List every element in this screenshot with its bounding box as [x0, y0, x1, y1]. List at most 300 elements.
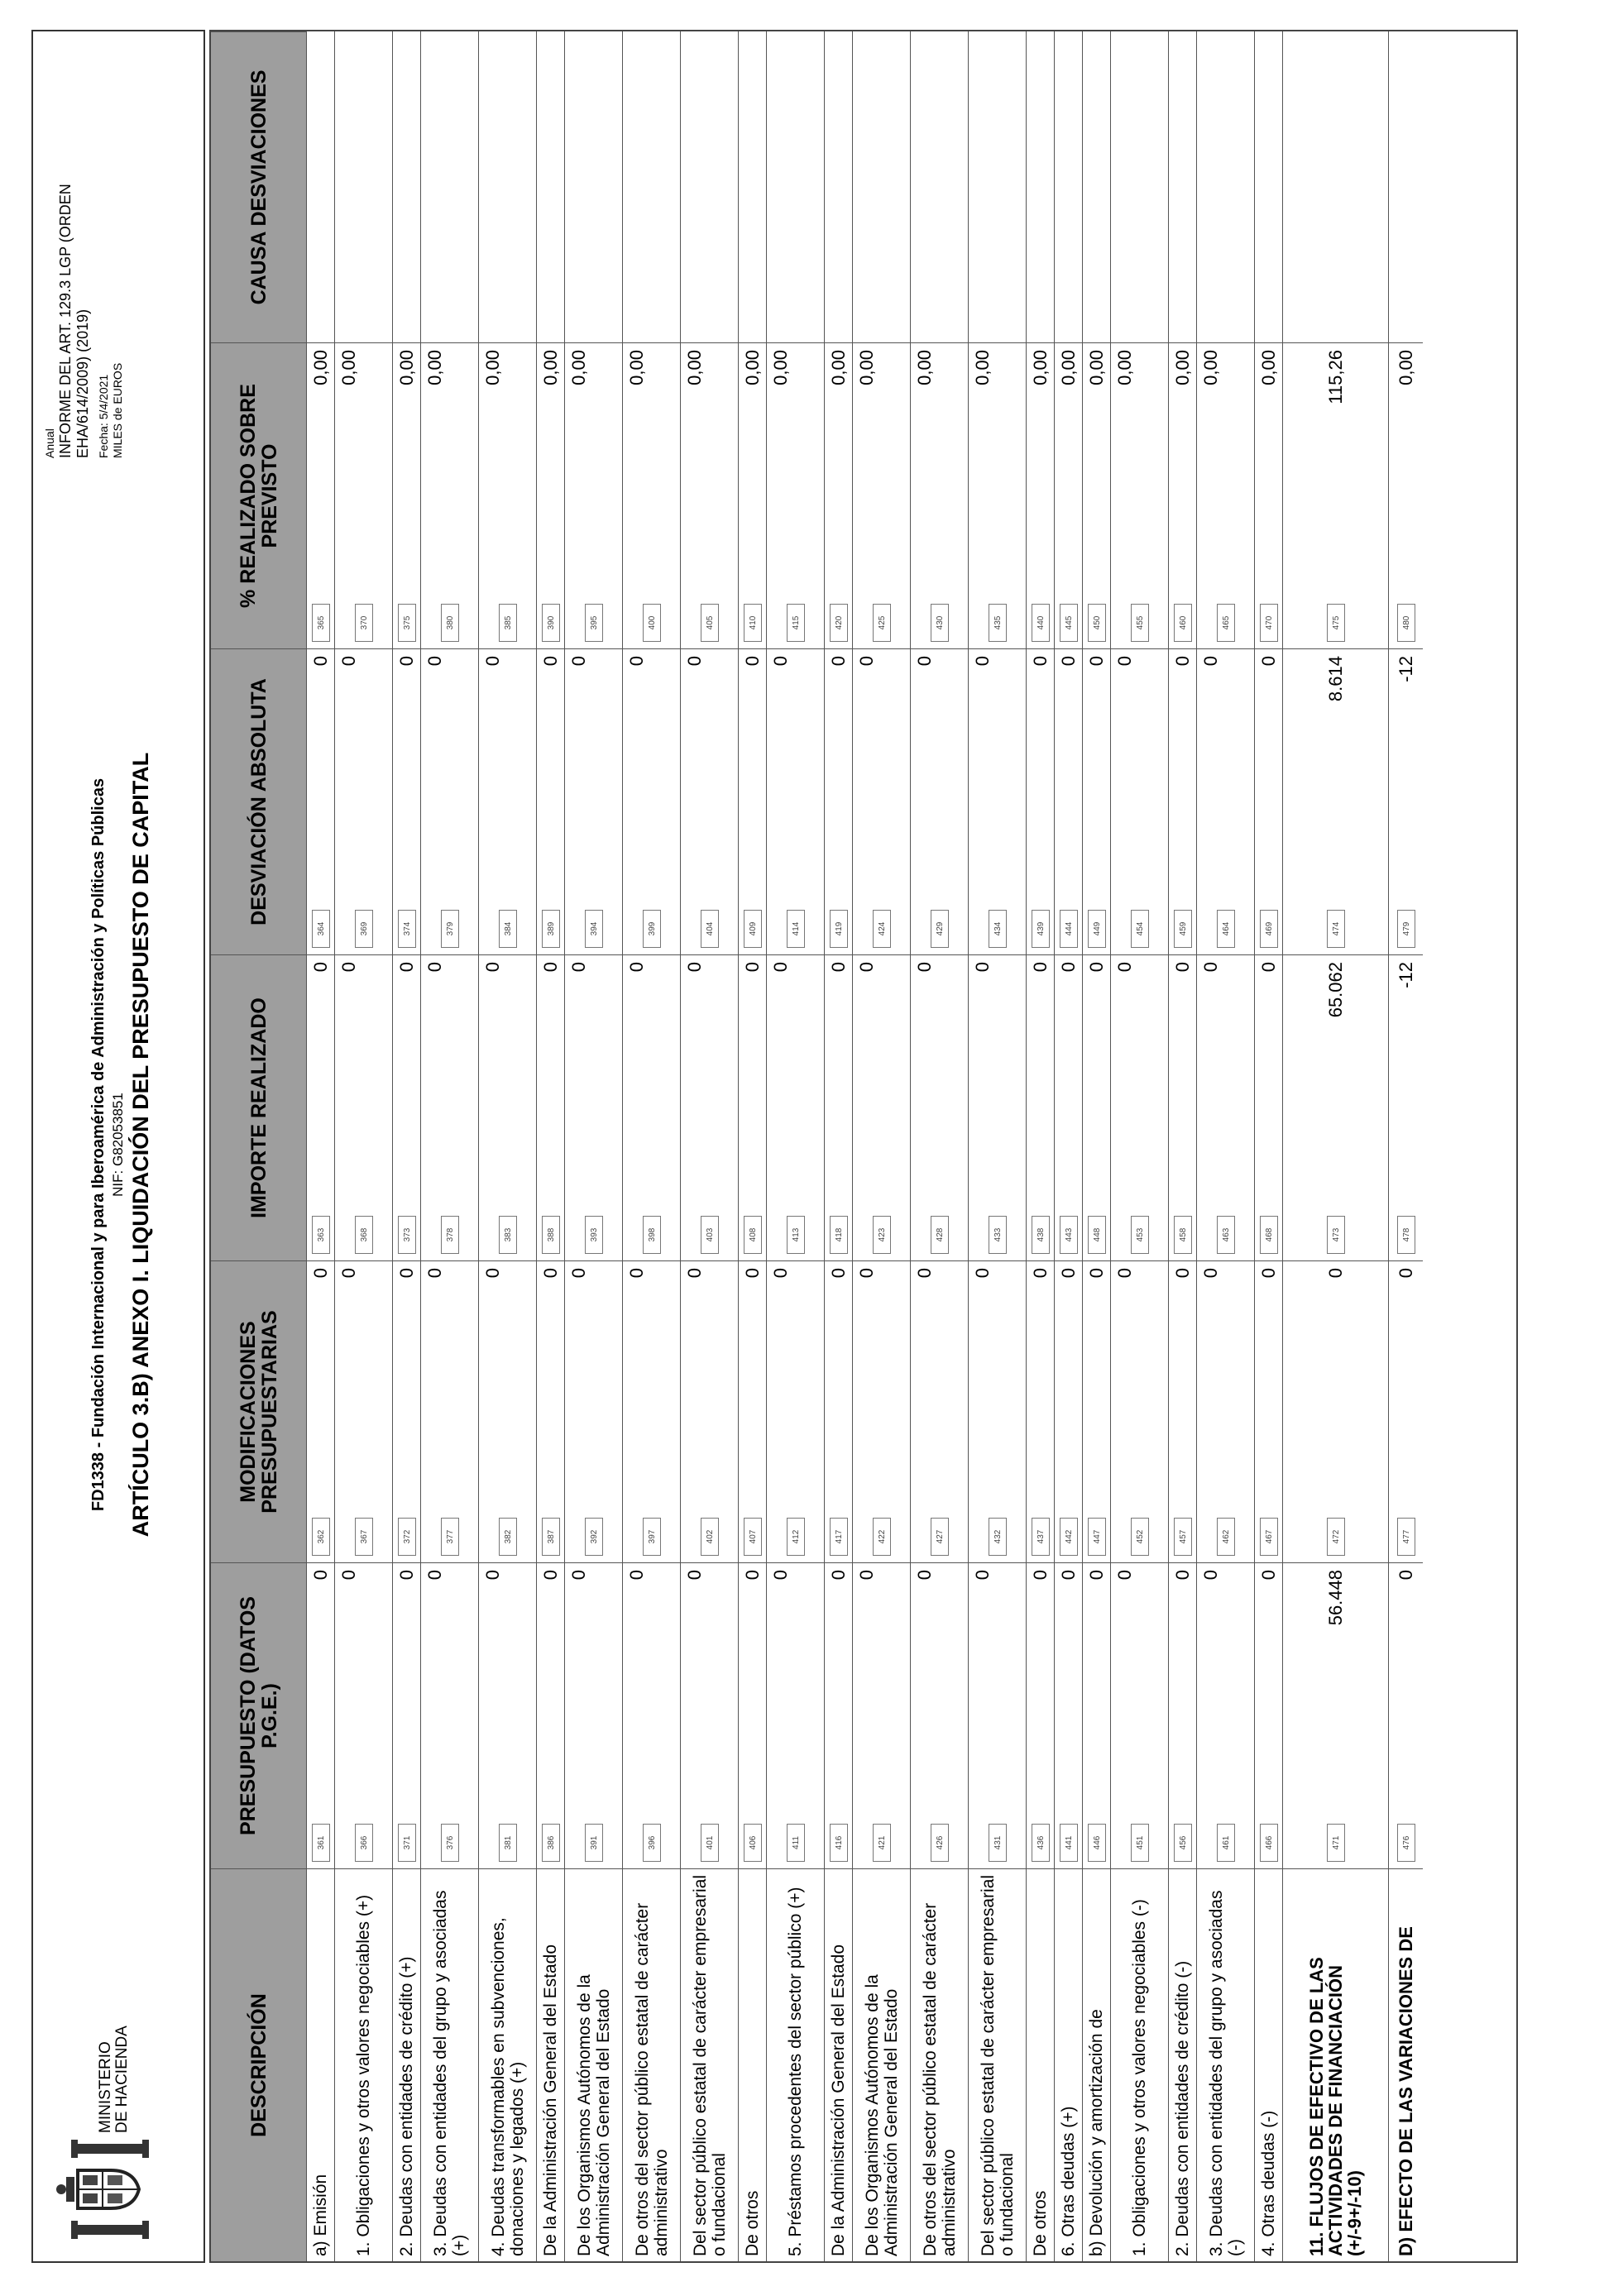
cell-value: 0 [972, 1268, 993, 1279]
value-cell [393, 1260, 420, 1562]
field-code-box: 463 [1217, 1216, 1235, 1254]
value-cell [1283, 648, 1388, 954]
cell-value: 0 [1325, 1268, 1346, 1279]
cell-value: 0 [1396, 1570, 1416, 1581]
header-realized: IMPORTE REALIZADO [211, 954, 306, 1260]
value-cell [393, 954, 420, 1260]
field-code-box: 433 [989, 1216, 1007, 1254]
field-code-box: 448 [1088, 1216, 1106, 1254]
cell-value: 0 [626, 962, 647, 973]
value-cell [911, 648, 968, 954]
cell-value: 0 [540, 1570, 561, 1581]
ministry-line-2: DE HACIENDA [113, 2026, 131, 2133]
value-cell [479, 1260, 536, 1562]
cause-cell [393, 31, 420, 342]
cause-cell [1255, 31, 1282, 342]
value-cell [1055, 1562, 1082, 1868]
field-code-box: 389 [542, 910, 560, 948]
cause-cell [421, 31, 478, 342]
value-cell [1083, 342, 1110, 648]
field-code-box: 452 [1131, 1518, 1149, 1556]
cell-value: 0,00 [684, 350, 705, 385]
value-cell [1197, 954, 1254, 1260]
field-code-box: 455 [1131, 604, 1149, 642]
field-code-box: 445 [1060, 604, 1078, 642]
cause-cell [1111, 31, 1168, 342]
value-cell [767, 1562, 824, 1868]
field-code-box: 437 [1032, 1518, 1050, 1556]
value-cell [969, 954, 1026, 1260]
cell-value: 0 [1030, 1570, 1051, 1581]
field-code-box: 453 [1131, 1216, 1149, 1254]
row-description: b) Devolución y amortización de [1083, 1868, 1110, 2261]
value-cell [825, 1562, 852, 1868]
cell-value: 0 [972, 1570, 993, 1581]
value-cell [1283, 342, 1388, 648]
field-code-box: 381 [499, 1824, 517, 1862]
value-cell [969, 1260, 1026, 1562]
cell-value: 0 [1200, 656, 1221, 667]
field-code-box: 404 [701, 910, 719, 948]
value-cell [335, 1562, 392, 1868]
value-cell [307, 1562, 334, 1868]
table-row [738, 31, 766, 2261]
cell-value: 0 [310, 962, 331, 973]
report-line-2: EHA/614/2009) (2019) [74, 309, 91, 458]
table-row [1026, 31, 1054, 2261]
cause-cell [969, 31, 1026, 342]
field-code-box: 442 [1060, 1518, 1078, 1556]
field-code-box: 457 [1174, 1518, 1192, 1556]
value-cell [565, 954, 622, 1260]
value-cell [537, 1260, 564, 1562]
value-cell [1083, 1562, 1110, 1868]
row-description: De la Administración General del Estado [537, 1868, 564, 2261]
field-code-box: 415 [787, 604, 805, 642]
value-cell [1255, 648, 1282, 954]
cell-value: 0 [1114, 962, 1135, 973]
cause-cell [335, 31, 392, 342]
value-cell [1055, 1260, 1082, 1562]
value-cell [1055, 648, 1082, 954]
cell-value: 115,26 [1325, 350, 1346, 404]
cell-value: 0 [1200, 1268, 1221, 1279]
cell-value: -12 [1396, 656, 1416, 682]
cell-value: 0 [1258, 1268, 1279, 1279]
value-cell [335, 1260, 392, 1562]
value-cell [1283, 1260, 1388, 1562]
value-cell [911, 342, 968, 648]
header-cause: CAUSA DESVIACIONES [211, 31, 306, 342]
table-row [478, 31, 536, 2261]
cell-value: 0 [396, 1570, 417, 1581]
field-code-box: 417 [830, 1518, 848, 1556]
field-code-box: 450 [1088, 604, 1106, 642]
field-code-box: 365 [312, 604, 330, 642]
capital-budget-table [209, 30, 1518, 2263]
field-code-box: 361 [312, 1824, 330, 1862]
row-description: 11. FLUJOS DE EFECTIVO DE LAS ACTIVIDADES DE FINANCIACIÓN (+/-9+/-10) [1283, 1868, 1388, 2261]
cell-value: 0 [396, 656, 417, 667]
field-code-box: 372 [398, 1518, 416, 1556]
field-code-box: 402 [701, 1518, 719, 1556]
field-code-box: 376 [441, 1824, 459, 1862]
value-cell [825, 954, 852, 1260]
cell-value: 0 [742, 656, 763, 667]
field-code-box: 476 [1397, 1824, 1415, 1862]
field-code-box: 449 [1088, 910, 1106, 948]
table-row [910, 31, 968, 2261]
value-cell [1111, 1260, 1168, 1562]
value-cell [537, 342, 564, 648]
period-label: Anual [43, 428, 56, 458]
table-row [420, 31, 478, 2261]
cell-value: 0 [1114, 656, 1135, 667]
cell-value: 0 [338, 656, 359, 667]
field-code-box: 398 [643, 1216, 661, 1254]
table-row [1168, 31, 1196, 2261]
field-code-box: 408 [744, 1216, 762, 1254]
cell-value: 0,00 [1396, 350, 1416, 385]
cell-value: 0 [1396, 1268, 1416, 1279]
field-code-box: 363 [312, 1216, 330, 1254]
cell-value: 0 [482, 962, 503, 973]
cell-value: 0 [914, 656, 935, 667]
cell-value: 0,00 [338, 350, 359, 385]
row-description: De los Organismos Autónomos de la Administración General del Estado [853, 1868, 910, 2261]
nif-label: NIF: G82053851 [110, 1093, 126, 1197]
value-cell [681, 954, 738, 1260]
value-cell [1389, 342, 1423, 648]
value-cell [1055, 954, 1082, 1260]
value-cell [1169, 648, 1196, 954]
field-code-box: 479 [1397, 910, 1415, 948]
value-cell [911, 1562, 968, 1868]
value-cell [767, 954, 824, 1260]
field-code-box: 419 [830, 910, 848, 948]
field-code-box: 393 [585, 1216, 603, 1254]
field-code-box: 386 [542, 1824, 560, 1862]
value-cell [739, 1260, 766, 1562]
cell-value: 0 [1030, 1268, 1051, 1279]
cell-value: 0 [684, 656, 705, 667]
table-row [766, 31, 824, 2261]
document-header [31, 30, 205, 2263]
value-cell [1027, 1562, 1054, 1868]
cell-value: 0 [568, 656, 589, 667]
field-code-box: 475 [1327, 604, 1345, 642]
cell-value: 0 [338, 962, 359, 973]
cell-value: 65.062 [1325, 962, 1346, 1018]
header-percent: % REALIZADO SOBRE PREVISTO [211, 342, 306, 648]
cell-value: 0 [396, 1268, 417, 1279]
field-code-box: 362 [312, 1518, 330, 1556]
value-cell [1111, 954, 1168, 1260]
cell-value: 0,00 [310, 350, 331, 385]
cell-value: 0,00 [1114, 350, 1135, 385]
value-cell [853, 1260, 910, 1562]
cell-value: 0 [1086, 1570, 1107, 1581]
value-cell [1111, 648, 1168, 954]
cell-value: 0 [1258, 1570, 1279, 1581]
field-code-box: 369 [355, 910, 373, 948]
cell-value: 0 [540, 656, 561, 667]
value-cell [911, 954, 968, 1260]
cell-value: 0,00 [568, 350, 589, 385]
table-row [1054, 31, 1082, 2261]
value-cell [1283, 954, 1388, 1260]
cause-cell [1389, 31, 1423, 342]
field-code-box: 366 [355, 1824, 373, 1862]
field-code-box: 375 [398, 604, 416, 642]
value-cell [421, 1260, 478, 1562]
row-description: 2. Deudas con entidades de crédito (-) [1169, 1868, 1196, 2261]
cell-value: 0 [1172, 656, 1193, 667]
cell-value: 0 [338, 1570, 359, 1581]
field-code-box: 430 [931, 604, 949, 642]
value-cell [739, 1562, 766, 1868]
value-cell [335, 342, 392, 648]
value-cell [421, 648, 478, 954]
value-cell [1197, 1562, 1254, 1868]
value-cell [1389, 1260, 1423, 1562]
field-code-box: 390 [542, 604, 560, 642]
cell-value: 0 [338, 1268, 359, 1279]
cell-value: 0 [424, 1268, 445, 1279]
report-info [43, 184, 125, 458]
value-cell [623, 954, 680, 1260]
field-code-box: 411 [787, 1824, 805, 1862]
value-cell [1197, 1260, 1254, 1562]
field-code-box: 388 [542, 1216, 560, 1254]
field-code-box: 421 [873, 1824, 891, 1862]
cell-value: 0,00 [482, 350, 503, 385]
row-description: De los Organismos Autónomos de la Administración General del Estado [565, 1868, 622, 2261]
cell-value: -12 [1396, 962, 1416, 988]
cell-value: 0,00 [424, 350, 445, 385]
table-row [1388, 31, 1423, 2261]
cell-value: 0 [828, 656, 849, 667]
field-code-box: 396 [643, 1824, 661, 1862]
field-code-box: 383 [499, 1216, 517, 1254]
table-row [392, 31, 420, 2261]
value-cell [1197, 342, 1254, 648]
cause-cell [739, 31, 766, 342]
cell-value: 0 [1172, 1268, 1193, 1279]
field-code-box: 377 [441, 1518, 459, 1556]
value-cell [1027, 342, 1054, 648]
field-code-box: 480 [1397, 604, 1415, 642]
field-code-box: 373 [398, 1216, 416, 1254]
cell-value: 0 [914, 1570, 935, 1581]
field-code-box: 427 [931, 1518, 949, 1556]
ministry-line-1: MINISTERIO [97, 2041, 114, 2133]
value-cell [1083, 954, 1110, 1260]
field-code-box: 385 [499, 604, 517, 642]
field-code-box: 446 [1088, 1824, 1106, 1862]
field-code-box: 416 [830, 1824, 848, 1862]
cell-value: 0,00 [742, 350, 763, 385]
value-cell [393, 1562, 420, 1868]
field-code-box: 441 [1060, 1824, 1078, 1862]
cell-value: 0 [424, 962, 445, 973]
field-code-box: 477 [1397, 1518, 1415, 1556]
value-cell [537, 648, 564, 954]
value-cell [335, 954, 392, 1260]
cell-value: 0 [1200, 962, 1221, 973]
cell-value: 0 [1200, 1570, 1221, 1581]
row-description: D) EFECTO DE LAS VARIACIONES DE [1389, 1868, 1423, 2261]
cell-value: 0 [424, 1570, 445, 1581]
value-cell [307, 1260, 334, 1562]
value-cell [853, 954, 910, 1260]
field-code-box: 399 [643, 910, 661, 948]
cell-value: 0,00 [972, 350, 993, 385]
value-cell [421, 1562, 478, 1868]
cell-value: 56.448 [1325, 1570, 1346, 1626]
page-title: ARTÍCULO 3.B) ANEXO I. LIQUIDACIÓN DEL PRESUPUESTO DE CAPITAL [128, 752, 153, 1538]
value-cell [1169, 342, 1196, 648]
row-description: 5. Préstamos procedentes del sector público (+) [767, 1868, 824, 2261]
field-code-box: 458 [1174, 1216, 1192, 1254]
value-cell [1083, 1260, 1110, 1562]
field-code-box: 422 [873, 1518, 891, 1556]
table-row [1282, 31, 1388, 2261]
cell-value: 0 [770, 962, 791, 973]
field-code-box: 461 [1217, 1824, 1235, 1862]
field-code-box: 400 [643, 604, 661, 642]
value-cell [969, 342, 1026, 648]
value-cell [1389, 1562, 1423, 1868]
field-code-box: 384 [499, 910, 517, 948]
cell-value: 0,00 [396, 350, 417, 385]
value-cell [1255, 954, 1282, 1260]
value-cell [969, 648, 1026, 954]
value-cell [681, 1260, 738, 1562]
cell-value: 0 [684, 1268, 705, 1279]
row-description: De otros [739, 1868, 766, 2261]
value-cell [1169, 954, 1196, 1260]
field-code-box: 423 [873, 1216, 891, 1254]
field-code-box: 462 [1217, 1518, 1235, 1556]
value-cell [623, 1562, 680, 1868]
value-cell [479, 1562, 536, 1868]
field-code-box: 478 [1397, 1216, 1415, 1254]
cell-value: 0 [1030, 962, 1051, 973]
field-code-box: 392 [585, 1518, 603, 1556]
cell-value: 0,00 [1258, 350, 1279, 385]
cause-cell [623, 31, 680, 342]
report-line-1: INFORME DEL ART. 129.3 LGP (ORDEN [57, 184, 74, 458]
value-cell [565, 1562, 622, 1868]
value-cell [1027, 1260, 1054, 1562]
value-cell [1055, 342, 1082, 648]
field-code-box: 466 [1260, 1824, 1278, 1862]
cell-value: 0 [568, 962, 589, 973]
field-code-box: 364 [312, 910, 330, 948]
cell-value: 0 [1058, 1268, 1079, 1279]
value-cell [825, 1260, 852, 1562]
value-cell [1255, 1260, 1282, 1562]
value-cell [853, 1562, 910, 1868]
field-code-box: 460 [1174, 604, 1192, 642]
cell-value: 0 [1114, 1268, 1135, 1279]
field-code-box: 391 [585, 1824, 603, 1862]
value-cell [421, 342, 478, 648]
cell-value: 0,00 [828, 350, 849, 385]
cell-value: 0 [828, 1570, 849, 1581]
cell-value: 0 [856, 1570, 877, 1581]
field-code-box: 409 [744, 910, 762, 948]
field-code-box: 412 [787, 1518, 805, 1556]
date-label: Fecha: 5/4/2021 [97, 374, 110, 458]
field-code-box: 387 [542, 1518, 560, 1556]
field-code-box: 397 [643, 1518, 661, 1556]
field-code-box: 407 [744, 1518, 762, 1556]
field-code-box: 401 [701, 1824, 719, 1862]
field-code-box: 468 [1260, 1216, 1278, 1254]
value-cell [307, 342, 334, 648]
value-cell [739, 342, 766, 648]
table-row [622, 31, 680, 2261]
cause-cell [537, 31, 564, 342]
cause-cell [681, 31, 738, 342]
row-description: Del sector público estatal de carácter empresarial o fundacional [681, 1868, 738, 2261]
cell-value: 0 [742, 1268, 763, 1279]
field-code-box: 413 [787, 1216, 805, 1254]
value-cell [1169, 1260, 1196, 1562]
field-code-box: 380 [441, 604, 459, 642]
table-row [852, 31, 910, 2261]
value-cell [739, 954, 766, 1260]
cell-value: 0 [424, 656, 445, 667]
value-cell [681, 342, 738, 648]
value-cell [393, 342, 420, 648]
cell-value: 0 [972, 656, 993, 667]
cell-value: 0 [684, 962, 705, 973]
value-cell [1111, 1562, 1168, 1868]
field-code-box: 431 [989, 1824, 1007, 1862]
cell-value: 0 [1058, 962, 1079, 973]
cell-value: 0 [310, 1570, 331, 1581]
value-cell [537, 1562, 564, 1868]
field-code-box: 464 [1217, 910, 1235, 948]
field-code-box: 447 [1088, 1518, 1106, 1556]
row-description: De otros del sector público estatal de carácter administrativo [623, 1868, 680, 2261]
cause-cell [1169, 31, 1196, 342]
cause-cell [853, 31, 910, 342]
field-code-box: 425 [873, 604, 891, 642]
row-description: 2. Deudas con entidades de crédito (+) [393, 1868, 420, 2261]
value-cell [565, 1260, 622, 1562]
field-code-box: 439 [1032, 910, 1050, 948]
value-cell [911, 1260, 968, 1562]
cell-value: 0 [742, 1570, 763, 1581]
value-cell [767, 1260, 824, 1562]
field-code-box: 405 [701, 604, 719, 642]
value-cell [335, 648, 392, 954]
cell-value: 0 [914, 1268, 935, 1279]
table-row [1110, 31, 1168, 2261]
value-cell [825, 648, 852, 954]
field-code-box: 406 [744, 1824, 762, 1862]
field-code-box: 428 [931, 1216, 949, 1254]
value-cell [1111, 342, 1168, 648]
field-code-box: 420 [830, 604, 848, 642]
organization-title: FD1338 - Fundación Internacional y para Iberoamérica de Administración y Políticas Públicas [89, 777, 108, 1512]
table-row [334, 31, 392, 2261]
field-code-box: 472 [1327, 1518, 1345, 1556]
